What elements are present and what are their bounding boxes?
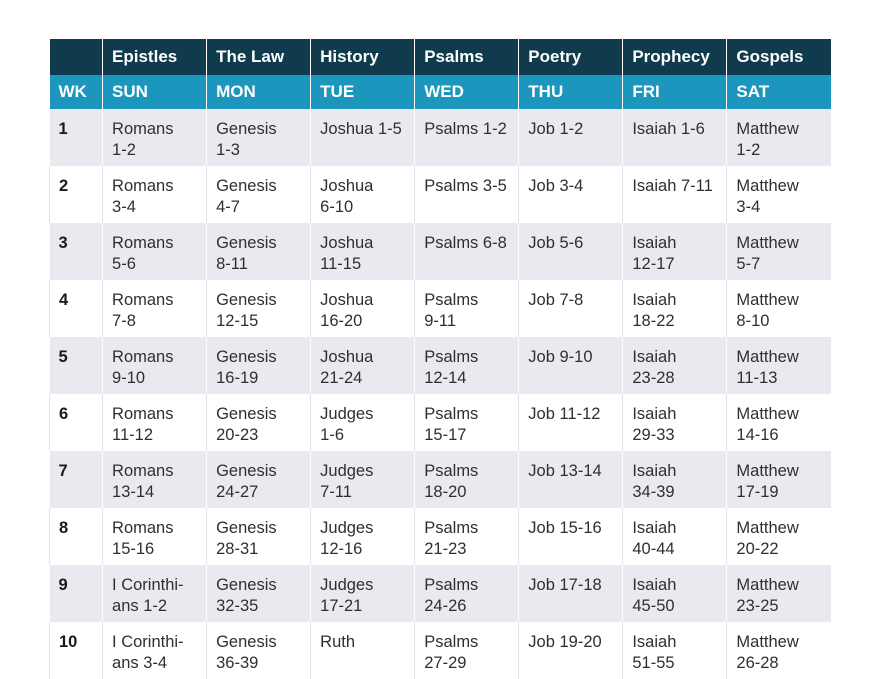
reading-cell: Job 7-8 [519, 280, 623, 337]
reading-cell: Matthew 5-7 [727, 223, 831, 280]
reading-cell: Romans 1-2 [103, 109, 207, 166]
reading-cell: Joshua 21-24 [311, 337, 415, 394]
reading-cell: Matthew 23-25 [727, 565, 831, 622]
table-row [50, 166, 832, 223]
reading-cell: Isaiah 45-50 [623, 565, 727, 622]
reading-cell: Job 1-2 [519, 109, 623, 166]
day-header: MON [207, 75, 311, 109]
reading-cell: Judges 17-21 [311, 565, 415, 622]
week-column-header: WK [50, 75, 103, 109]
week-number: 4 [50, 280, 103, 337]
reading-cell: Matthew 14-16 [727, 394, 831, 451]
reading-cell: Genesis 20-23 [207, 394, 311, 451]
reading-cell: Matthew 3-4 [727, 166, 831, 223]
reading-cell: Romans 3-4 [103, 166, 207, 223]
category-header: Poetry [519, 39, 623, 75]
day-header: THU [519, 75, 623, 109]
category-header: Gospels [727, 39, 831, 75]
reading-cell: Psalms 12-14 [415, 337, 519, 394]
reading-cell: Romans 15-16 [103, 508, 207, 565]
reading-cell: Isaiah 40-44 [623, 508, 727, 565]
reading-cell: Matthew 20-22 [727, 508, 831, 565]
week-number: 10 [50, 622, 103, 679]
reading-plan-body [50, 109, 832, 679]
category-header-blank [50, 39, 103, 75]
reading-cell: Job 13-14 [519, 451, 623, 508]
reading-cell: Joshua 16-20 [311, 280, 415, 337]
reading-cell: I Corinthi- ans 3-4 [103, 622, 207, 679]
reading-cell: Genesis 36-39 [207, 622, 311, 679]
reading-cell: Ruth [311, 622, 415, 679]
reading-cell: Psalms 15-17 [415, 394, 519, 451]
category-header: Epistles [103, 39, 207, 75]
reading-cell: Romans 7-8 [103, 280, 207, 337]
day-header: FRI [623, 75, 727, 109]
reading-cell: Matthew 26-28 [727, 622, 831, 679]
week-number: 9 [50, 565, 103, 622]
table-row [50, 394, 832, 451]
reading-cell: Genesis 8-11 [207, 223, 311, 280]
table-row [50, 223, 832, 280]
reading-cell: Isaiah 12-17 [623, 223, 727, 280]
reading-cell: Romans 9-10 [103, 337, 207, 394]
day-header: TUE [311, 75, 415, 109]
table-row [50, 508, 832, 565]
table-row [50, 280, 832, 337]
week-number: 8 [50, 508, 103, 565]
day-header: WED [415, 75, 519, 109]
reading-cell: Job 19-20 [519, 622, 623, 679]
category-header: The Law [207, 39, 311, 75]
table-row [50, 622, 832, 679]
category-header: Prophecy [623, 39, 727, 75]
reading-cell: Isaiah 1-6 [623, 109, 727, 166]
reading-cell: Job 17-18 [519, 565, 623, 622]
week-number: 1 [50, 109, 103, 166]
reading-cell: Joshua 6-10 [311, 166, 415, 223]
reading-cell: Judges 1-6 [311, 394, 415, 451]
reading-cell: Genesis 24-27 [207, 451, 311, 508]
week-number: 6 [50, 394, 103, 451]
table-row [50, 109, 832, 166]
reading-cell: Genesis 4-7 [207, 166, 311, 223]
category-header: History [311, 39, 415, 75]
week-number: 7 [50, 451, 103, 508]
reading-cell: I Corinthi- ans 1-2 [103, 565, 207, 622]
reading-cell: Psalms 9-11 [415, 280, 519, 337]
reading-cell: Romans 13-14 [103, 451, 207, 508]
reading-cell: Job 5-6 [519, 223, 623, 280]
reading-cell: Joshua 1-5 [311, 109, 415, 166]
reading-cell: Job 9-10 [519, 337, 623, 394]
reading-cell: Isaiah 7-11 [623, 166, 727, 223]
reading-cell: Genesis 1-3 [207, 109, 311, 166]
reading-cell: Matthew 11-13 [727, 337, 831, 394]
day-header-row [50, 75, 832, 109]
reading-cell: Genesis 32-35 [207, 565, 311, 622]
reading-cell: Psalms 24-26 [415, 565, 519, 622]
reading-cell: Isaiah 29-33 [623, 394, 727, 451]
reading-cell: Isaiah 23-28 [623, 337, 727, 394]
day-header: SUN [103, 75, 207, 109]
reading-cell: Isaiah 18-22 [623, 280, 727, 337]
reading-cell: Judges 7-11 [311, 451, 415, 508]
reading-cell: Psalms 3-5 [415, 166, 519, 223]
reading-cell: Matthew 17-19 [727, 451, 831, 508]
reading-cell: Isaiah 51-55 [623, 622, 727, 679]
reading-cell: Genesis 28-31 [207, 508, 311, 565]
category-header-row [50, 39, 832, 75]
reading-cell: Psalms 6-8 [415, 223, 519, 280]
reading-cell: Psalms 21-23 [415, 508, 519, 565]
reading-cell: Job 3-4 [519, 166, 623, 223]
reading-cell: Psalms 1-2 [415, 109, 519, 166]
reading-cell: Genesis 16-19 [207, 337, 311, 394]
reading-cell: Romans 11-12 [103, 394, 207, 451]
reading-cell: Psalms 18-20 [415, 451, 519, 508]
reading-cell: Psalms 27-29 [415, 622, 519, 679]
week-number: 2 [50, 166, 103, 223]
week-number: 3 [50, 223, 103, 280]
reading-cell: Matthew 8-10 [727, 280, 831, 337]
reading-cell: Joshua 11-15 [311, 223, 415, 280]
table-row [50, 337, 832, 394]
reading-cell: Genesis 12-15 [207, 280, 311, 337]
reading-cell: Judges 12-16 [311, 508, 415, 565]
reading-cell: Romans 5-6 [103, 223, 207, 280]
week-number: 5 [50, 337, 103, 394]
category-header: Psalms [415, 39, 519, 75]
reading-cell: Isaiah 34-39 [623, 451, 727, 508]
reading-cell: Matthew 1-2 [727, 109, 831, 166]
table-row [50, 451, 832, 508]
reading-plan-table [49, 39, 831, 679]
reading-cell: Job 15-16 [519, 508, 623, 565]
table-row [50, 565, 832, 622]
day-header: SAT [727, 75, 831, 109]
reading-cell: Job 11-12 [519, 394, 623, 451]
